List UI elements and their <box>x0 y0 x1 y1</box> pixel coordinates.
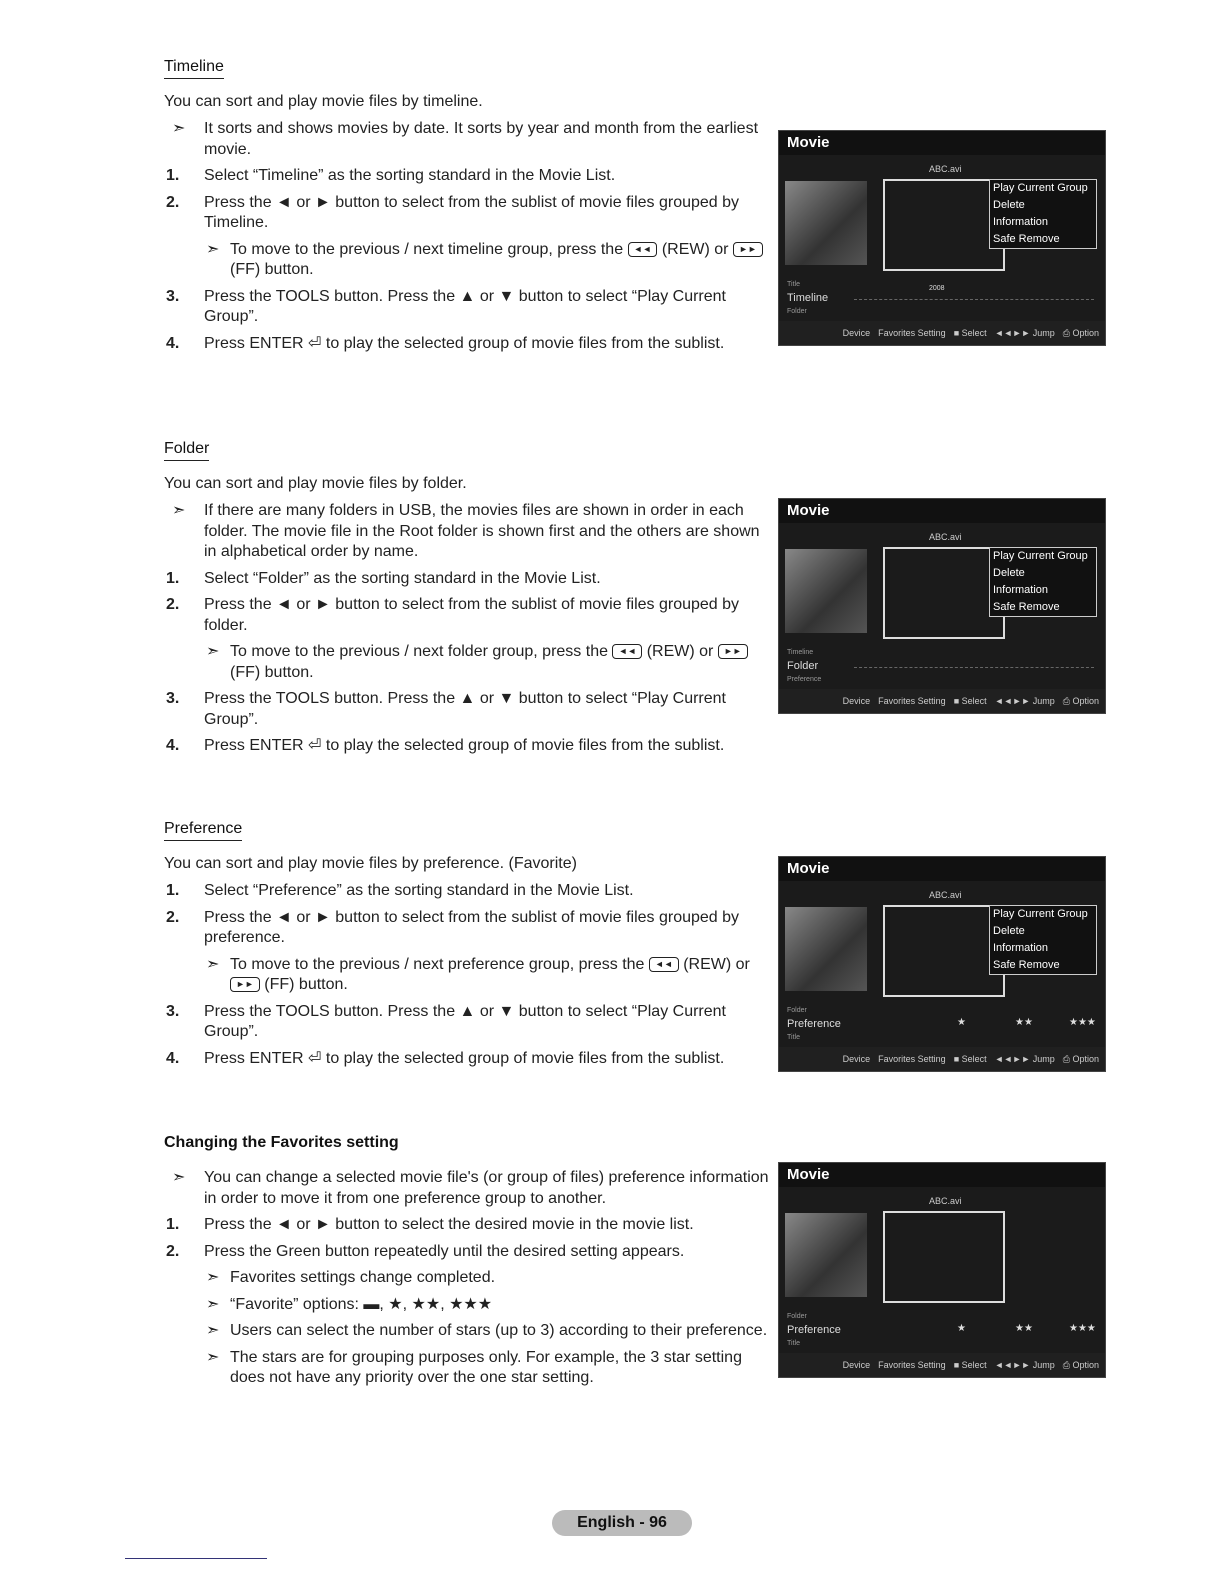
screen-title: Movie <box>779 857 1105 881</box>
footer-bar: Device Favorites Setting ■ Select ◄◄►► Jump ⎙ Option <box>779 321 1105 345</box>
substep: ➣ Favorites settings change completed. <box>206 1269 496 1286</box>
section-preference <box>164 820 774 1075</box>
menu-item: Information <box>993 216 1049 228</box>
intro: You can sort and play movie files by timeline. <box>164 93 483 110</box>
step-2: 2. Press the ◄ or ► button to select from the sublist of movie files grouped by folder. <box>166 596 740 634</box>
star-group-1: ★ <box>957 1017 966 1028</box>
screen-title: Movie <box>779 131 1105 155</box>
step-3: 3. Press the TOOLS button. Press the ▲ or ▼ button to select “Play Current Group”. <box>166 287 726 325</box>
rew-key-icon: ◄◄ <box>649 957 679 972</box>
footer-bar: Device Favorites Setting ■ Select ◄◄►► Jump ⎙ Option <box>779 1353 1105 1377</box>
menu-item: Delete <box>993 199 1025 211</box>
tv-screenshot-favorites <box>778 1162 1106 1378</box>
star-group-1: ★ <box>957 1323 966 1334</box>
section-title: Preference <box>164 820 242 841</box>
rew-key-icon: ◄◄ <box>628 242 658 257</box>
sort-list: Timeline Folder Preference <box>787 649 822 683</box>
menu-item: Delete <box>993 925 1025 937</box>
menu-item: Information <box>993 584 1049 596</box>
menu-item: Play Current Group <box>993 550 1088 562</box>
intro: You can sort and play movie files by preference. (Favorite) <box>164 855 577 872</box>
tools-menu <box>989 905 1097 975</box>
ff-key-icon: ►► <box>718 644 748 659</box>
intro: You can sort and play movie files by folder. <box>164 475 467 492</box>
sublist-line <box>854 667 1094 668</box>
preview-frame <box>883 179 1005 271</box>
note: ➣ If there are many folders in USB, the movies files are shown in order in each folder. The movie file in the Root folder is shown first and the others are shown in alphabetical order by name. <box>172 502 760 560</box>
file-name: ABC.avi <box>929 164 962 174</box>
menu-item: Play Current Group <box>993 182 1088 194</box>
step-2: 2. Press the ◄ or ► button to select from the sublist of movie files grouped by Timeline. <box>166 193 740 231</box>
tools-menu <box>989 547 1097 617</box>
thumbnail <box>785 1213 867 1297</box>
section-title: Timeline <box>164 58 224 79</box>
step-1: 1. Select “Preference” as the sorting standard in the Movie List. <box>166 882 634 899</box>
step-4: 4. Press ENTER ⏎ to play the selected group of movie files from the sublist. <box>166 737 725 754</box>
section-favorites <box>164 1134 774 1395</box>
sort-list: Folder Preference Title <box>787 1313 841 1347</box>
menu-item: Information <box>993 942 1049 954</box>
sublist-line <box>854 299 1094 300</box>
file-name: ABC.avi <box>929 532 962 542</box>
file-name: ABC.avi <box>929 1196 962 1206</box>
thumbnail <box>785 181 867 265</box>
menu-item: Play Current Group <box>993 908 1088 920</box>
footer-rule <box>125 1558 267 1559</box>
star-group-3: ★★★ <box>1069 1323 1096 1334</box>
substep: ➣ To move to the previous / next preference group, press the ◄◄ (REW) or ►► (FF) button. <box>206 955 750 993</box>
step-3: 3. Press the TOOLS button. Press the ▲ or ▼ button to select “Play Current Group”. <box>166 690 726 728</box>
footer-bar: Device Favorites Setting ■ Select ◄◄►► Jump ⎙ Option <box>779 1047 1105 1071</box>
section-title: Changing the Favorites setting <box>164 1134 399 1151</box>
step-4: 4. Press ENTER ⏎ to play the selected group of movie files from the sublist. <box>166 1049 725 1067</box>
menu-item: Safe Remove <box>993 959 1060 971</box>
section-title: Folder <box>164 440 209 461</box>
step-4: 4. Press ENTER ⏎ to play the selected group of movie files from the sublist. <box>166 334 725 352</box>
rew-key-icon: ◄◄ <box>612 644 642 659</box>
menu-item: Safe Remove <box>993 233 1060 245</box>
substep: ➣ The stars are for grouping purposes only. For example, the 3 star setting does not have any priority over the one star setting. <box>206 1348 742 1386</box>
star-group-2: ★★ <box>1015 1017 1033 1028</box>
step-1: 1. Select “Folder” as the sorting standard in the Movie List. <box>166 569 601 587</box>
section-folder <box>164 440 774 763</box>
thumbnail <box>785 907 867 991</box>
menu-item: Safe Remove <box>993 601 1060 613</box>
tv-screenshot-folder <box>778 498 1106 714</box>
note: ➣ It sorts and shows movies by date. It sorts by year and month from the earliest movie. <box>172 120 759 158</box>
tv-screenshot-timeline <box>778 130 1106 346</box>
star-group-3: ★★★ <box>1069 1017 1096 1028</box>
step-3: 3. Press the TOOLS button. Press the ▲ or ▼ button to select “Play Current Group”. <box>166 1002 726 1040</box>
page-number-badge: English - 96 <box>552 1510 692 1536</box>
step-1: 1. Press the ◄ or ► button to select the desired movie in the movie list. <box>166 1216 694 1233</box>
file-name: ABC.avi <box>929 890 962 900</box>
ff-key-icon: ►► <box>733 242 763 257</box>
tools-menu <box>989 179 1097 249</box>
preview-frame <box>883 905 1005 997</box>
year-label: 2008 <box>929 285 945 292</box>
preview-frame <box>883 1211 1005 1303</box>
step-1: 1. Select “Timeline” as the sorting standard in the Movie List. <box>166 167 616 184</box>
menu-item: Delete <box>993 567 1025 579</box>
sort-list: Title Timeline Folder <box>787 281 829 315</box>
ff-key-icon: ►► <box>230 977 260 992</box>
thumbnail <box>785 549 867 633</box>
note: ➣ You can change a selected movie file's (or group of files) preference information in order to move it from one preference group to another. <box>172 1169 769 1207</box>
preview-frame <box>883 547 1005 639</box>
section-timeline <box>164 58 774 360</box>
screen-title: Movie <box>779 1163 1105 1187</box>
screen-title: Movie <box>779 499 1105 523</box>
footer-bar: Device Favorites Setting ■ Select ◄◄►► Jump ⎙ Option <box>779 689 1105 713</box>
substep: ➣ To move to the previous / next folder group, press the ◄◄ (REW) or ►► (FF) button. <box>164 642 774 683</box>
sort-list: Folder Preference Title <box>787 1007 841 1041</box>
step-2: 2. Press the Green button repeatedly until the desired setting appears. <box>166 1242 685 1260</box>
step-2: 2. Press the ◄ or ► button to select from the sublist of movie files grouped by preference. <box>166 908 740 946</box>
substep: ➣ To move to the previous / next timeline group, press the ◄◄ (REW) or ►► (FF) button. <box>164 240 774 281</box>
star-group-2: ★★ <box>1015 1323 1033 1334</box>
tv-screenshot-preference <box>778 856 1106 1072</box>
substep: ➣ “Favorite” options: ▬, ★, ★★, ★★★ <box>206 1295 493 1313</box>
substep: ➣ Users can select the number of stars (up to 3) according to their preference. <box>206 1322 768 1339</box>
